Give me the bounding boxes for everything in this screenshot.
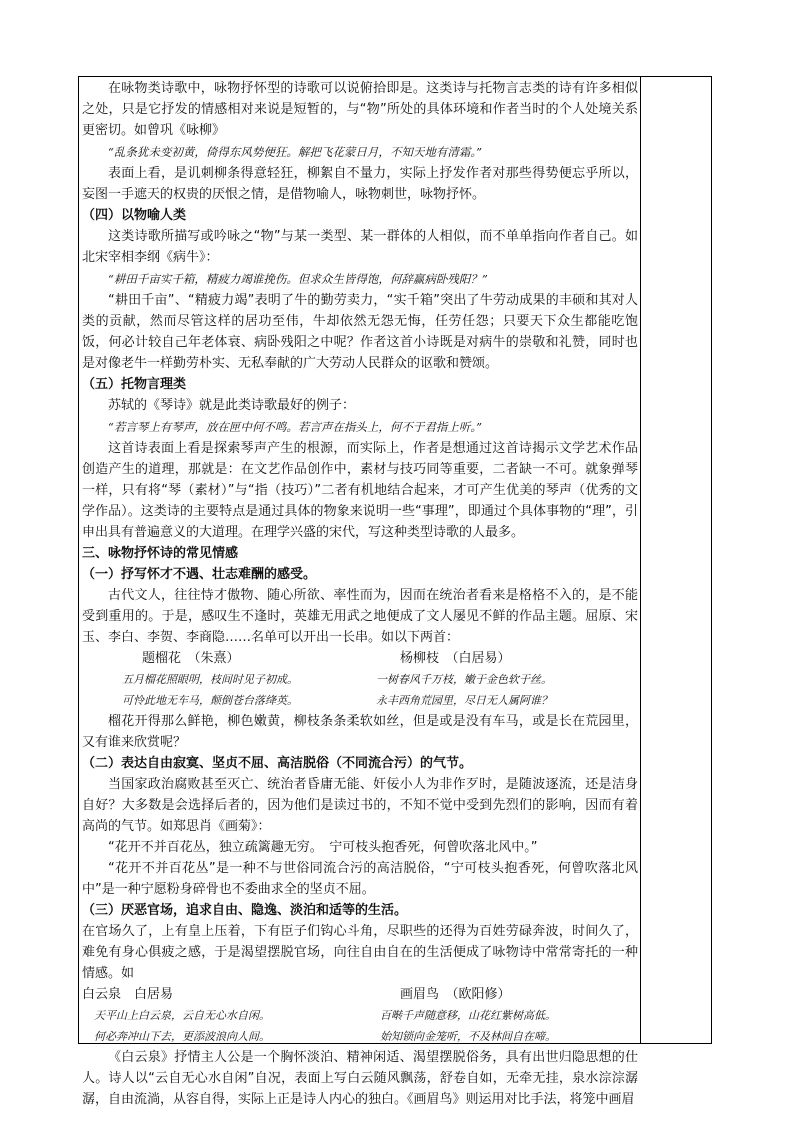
poem-line: 一树春风千万枝，嫩于金色软于丝。 <box>376 673 552 686</box>
poem-quote: “耕田千亩实千箱，精疲力竭谁挽伤。但求众生皆得饱，何辞赢病卧残阳？” <box>108 272 488 286</box>
poem-pair <box>82 648 638 711</box>
poem-title: 题榴花 （朱熹） <box>142 651 240 666</box>
paragraph: 苏轼的《琴诗》就是此类诗歌最好的例子： <box>108 398 356 413</box>
paragraph: 古代文人，往往恃才傲物、随心所欲、率性而为，因而在统治者看来是格格不入的，是不能受到重用的。于是，感叹生不逢时，英雄无用武之地便成了文人屡见不鲜的作品主题。屈原、宋玉、李白、李贺、李商隐……名单可以开出一长串。如以下两首： <box>82 588 638 645</box>
section-heading: （四）以物喻人类 <box>82 208 187 223</box>
paragraph: “耕田千亩”、“精疲力竭”表明了牛的勤劳卖力，“实千箱”突出了牛劳动成果的丰硕和其对人类的贡献，然而尽管这样的居功至伟，牛却依然无怨无悔，任劳任怨；只要天下众生都能吃饱饭，何必计较自己年老体衰、病卧残阳之中呢？作者这首小诗既是对病牛的崇敬和礼赞，同时也是对像老牛一样勤劳朴实、无私奉献的广大劳动人民群众的讴歌和赞颂。 <box>82 293 638 371</box>
main-content <box>82 78 638 1110</box>
paragraph: 这首诗表面上看是探索琴声产生的根源，而实际上，作者是想通过这首诗揭示文学艺术作品创造产生的道理，那就是：在文艺作品创作中，素材与技巧同等重要，二者缺一不可。就象弹琴一样，只有将“琴（素材）”与“指（技巧）”二者有机地结合起来，才可产生优美的琴声（优秀的文学作品）。这类诗的主要特点是通过具体的物象来说明一些“事理”，即通过个具体事物的“理”，引申出具有普遍意义的大道理。在理学兴盛的宋代，写这种类型诗歌的人最多。 <box>82 441 638 540</box>
paragraph: 在官场久了，上有皇上压着，下有臣子们钩心斗角，尽职些的还得为百姓劳碌奔波，时间久了，难免有身心俱疲之感，于是渴望摆脱官场，向往自由自在的生活便成了咏物诗中常常寄托的一种情感。如 <box>82 924 638 981</box>
table-column-divider <box>640 76 641 1044</box>
poem-right <box>360 984 638 1047</box>
poem-line: 永丰西角荒园里，尽日无人属阿谁？ <box>376 694 552 707</box>
poem-title: 杨柳枝 （白居易） <box>400 651 511 666</box>
subsection-heading: （三）厌恶官场，追求自由、隐逸、淡泊和适等的生活。 <box>82 903 408 918</box>
poem-line: 天平山上白云泉，云自无心水自闲。 <box>94 1009 270 1022</box>
paragraph: 在咏物类诗歌中，咏物抒怀型的诗歌可以说俯拾即是。这类诗与托物言志类的诗有许多相似之处，只是它抒发的情感相对来说是短暂的，与“物”所处的具体环境和作者当时的个人处境关系更密切。如曾巩《咏柳》 <box>82 81 638 138</box>
poem-line: 何必奔冲山下去，更添波浪向人间。 <box>94 1030 270 1043</box>
poem-quote: “乱条犹未变初黄，倚得东风势便狂。解把飞花蒙日月，不知天地有清霜。” <box>108 145 483 159</box>
poem-title: 画眉鸟 （欧阳修） <box>400 987 511 1002</box>
paragraph: 这类诗歌所描写或吟咏之“物”与某一类型、某一群体的人相似，而不单单指向作者自己。如北宋宰相李纲《病牛》： <box>82 229 638 265</box>
subsection-heading: （一）抒写怀才不遇、壮志难酬的感受。 <box>82 567 317 582</box>
paragraph: 当国家政治腐败甚至灭亡、统治者昏庸无能、奸佞小人为非作歹时，是随波逐流，还是洁身自好？大多数是会选择后者的，因为他们是读过书的，不知不觉中受到先烈们的影响，因而有着高尚的气节。如郑思肖《画菊》： <box>82 777 638 834</box>
paragraph: 榴花开得那么鲜艳，柳色嫩黄，柳枝条条柔软如丝，但是或是没有车马，或是长在荒园里，又有谁来欣赏呢？ <box>82 714 638 750</box>
poem-line: 五月榴花照眼明，枝间时见子初成。 <box>122 673 298 686</box>
subsection-heading: （二）表达自由寂寞、坚贞不屈、高洁脱俗（不同流合污）的气节。 <box>82 756 473 771</box>
poem-left <box>82 648 360 711</box>
part-heading: 三、咏物抒怀诗的常见情感 <box>82 546 239 561</box>
poem-title: 白云泉 白居易 <box>82 987 174 1002</box>
section-heading: （五）托物言理类 <box>82 377 187 392</box>
poem-line: 始知锁向金笼听，不及林间自在啼。 <box>380 1030 556 1043</box>
poem-left <box>82 984 360 1047</box>
poem-line: 可怜此地无车马，颠倒苍台落绛英。 <box>122 694 298 707</box>
paragraph: 表面上看，是讥刺柳条得意轻狂，柳絮自不量力，实际上抒发作者对那些得势便忘乎所以，妄图一手遮天的权贵的厌恨之情，是借物喻人，咏物刺世，咏物抒怀。 <box>82 166 638 202</box>
paragraph: “花开不并百花丛”是一种不与世俗同流合污的高洁脱俗，“宁可枝头抱香死，何曾吹落北风中”是一种宁愿粉身碎骨也不委曲求全的坚贞不屈。 <box>82 861 638 897</box>
paragraph: 《白云泉》抒情主人公是一个胸怀淡泊、精神闲适、渴望摆脱俗务，具有出世归隐思想的仕人。诗人以“云自无心水自闲”自况，表面上写白云随风飘荡，舒卷自如，无牵无挂，泉水淙淙潺潺，自由流淌，从容自得，实际上正是诗人内心的独白。《画眉鸟》则运用对比手法，将笼中画眉 <box>82 1050 638 1107</box>
poem-pair <box>82 984 638 1047</box>
poem-quote: “若言琴上有琴声，放在匣中何不鸣。若言声在指头上，何不于君指上听。” <box>108 420 483 434</box>
poem-right <box>360 648 638 711</box>
poem-quote: “花开不并百花丛，独立疏篱趣无穷。 宁可枝头抱香死，何曾吹落北风中。” <box>108 840 538 855</box>
poem-line: 百啭千声随意移，山花红紫树高低。 <box>380 1009 556 1022</box>
